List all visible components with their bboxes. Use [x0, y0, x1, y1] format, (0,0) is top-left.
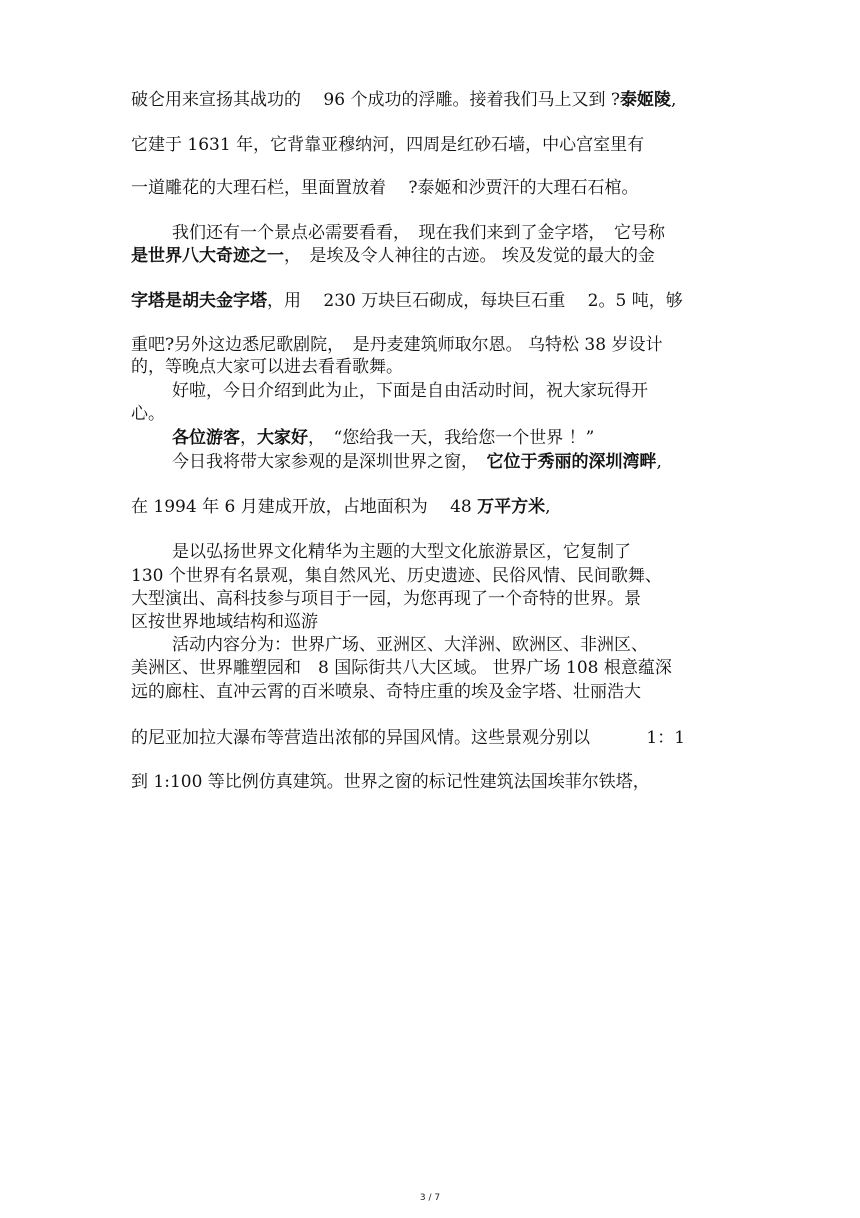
greeting-line: 各位游客，大家好， “您给我一天，我给您一个世界 ！” — [172, 428, 595, 448]
text-line: 一道雕花的大理石栏，里面置放着 ?泰姬和沙贾汗的大理石石棺。 — [131, 178, 639, 198]
page-number: 3 / 7 — [419, 1193, 441, 1203]
text-line: 区按世界地域结构和巡游 — [131, 612, 318, 632]
paragraph-start: 好啦，今日介绍到此为止，下面是自由活动时间，祝大家玩得开 — [172, 381, 648, 401]
bold-text: 各位游客 — [172, 428, 240, 448]
text-line: 远的廊柱、直冲云霄的百米喷泉、奇特庄重的埃及金字塔、壮丽浩大 — [131, 682, 641, 702]
bold-text: 万平方米 — [477, 497, 546, 517]
text-line: 的，等晚点大家可以进去看看歌舞。 — [131, 357, 403, 377]
text-line: 130 个世界有名景观，集自然风光、历史遗迹、民俗风情、民间歌舞、 — [131, 566, 662, 586]
paragraph-start: 我们还有一个景点必需要看看， 现在我们来到了金字塔， 它号称 — [172, 223, 665, 243]
text-line: 到 1:100 等比例仿真建筑。世界之窗的标记性建筑法国埃菲尔铁塔， — [131, 772, 650, 792]
paragraph-start: 是以弘扬世界文化精华为主题的大型文化旅游景区，它复制了 — [172, 542, 631, 562]
text-line: 是世界八大奇迹之一， 是埃及令人神往的古迹。 埃及发觉的最大的金 — [131, 246, 655, 266]
paragraph-start: 活动内容分为：世界广场、亚洲区、大洋洲、欧洲区、非洲区、 — [172, 635, 648, 655]
text-line: 字塔是胡夫金字塔，用 230 万块巨石砌成，每块巨石重 2。5 吨，够 — [131, 291, 683, 311]
text-line: 美洲区、世界雕塑园和 8 国际街共八大区域。 世界广场 108 根意蕴深 — [131, 658, 672, 678]
text-line: 大型演出、高科技参与项目于一园，为您再现了一个奇特的世界。景 — [131, 589, 641, 609]
text-line: 在 1994 年 6 月建成开放，占地面积为 48 万平方米, — [131, 497, 551, 517]
text-line: 重吧?另外这边悉尼歌剧院， 是丹麦建筑师取尔恩。 乌特松 38 岁设计 — [131, 335, 663, 355]
paragraph-start: 今日我将带大家参观的是深圳世界之窗， 它位于秀丽的深圳湾畔, — [172, 452, 662, 472]
text-line: 心。 — [131, 404, 165, 424]
text-line: 它建于 1631 年，它背靠亚穆纳河，四周是红砂石墙，中心宫室里有 — [131, 135, 645, 155]
bold-text: 字塔是胡夫金字塔 — [131, 291, 267, 311]
text-line: 的尼亚加拉大瀑布等营造出浓郁的异国风情。这些景观分别以 1：1 — [131, 728, 686, 748]
bold-text: 大家好 — [257, 428, 308, 448]
text-line: 破仑用来宣扬其战功的 96 个成功的浮雕。接着我们马上又到 ?泰姬陵, — [131, 90, 677, 110]
bold-text: 泰姬陵 — [619, 90, 671, 110]
bold-text: 它位于秀丽的深圳湾畔 — [486, 452, 657, 472]
bold-text: 是世界八大奇迹之一 — [131, 246, 284, 266]
